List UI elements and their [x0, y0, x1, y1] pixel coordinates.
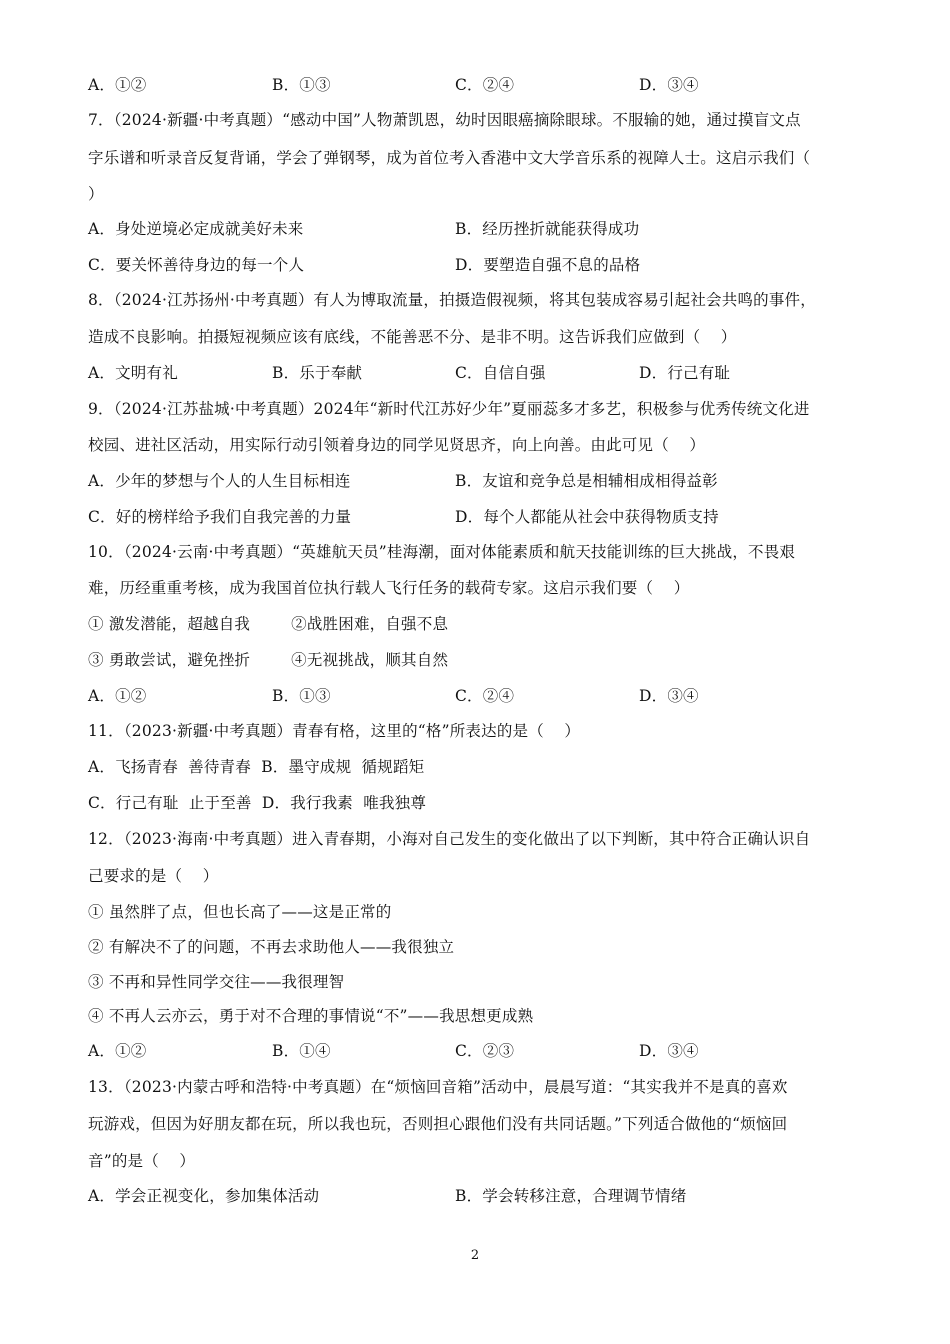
q10-option-a: A．①②: [88, 687, 147, 705]
q10-option-b: B．①③: [272, 687, 331, 705]
q12-item-1: ① 虽然胖了点，但也长高了——这是正常的: [88, 903, 392, 921]
q7-stem-line-3: ）: [88, 185, 104, 203]
q9-option-d: D．每个人都能从社会中获得物质支持: [455, 508, 719, 526]
q12-option-b: B．①④: [272, 1042, 331, 1060]
q6-option-d: D．③④: [639, 76, 699, 94]
q10-item-1-2: ① 激发潜能，超越自我 ②战胜困难，自强不息: [88, 615, 449, 633]
q12-item-2: ② 有解决不了的问题，不再去求助他人——我很独立: [88, 938, 455, 956]
q8-stem-line-2: 造成不良影响。拍摄短视频应该有底线，不能善恶不分、是非不明。这告诉我们应做到（ ）: [88, 328, 737, 346]
q7-option-a: A．身处逆境必定成就美好未来: [88, 220, 304, 238]
q12-item-4: ④ 不再人云亦云，勇于对不合理的事情说“不”——我思想更成熟: [88, 1007, 534, 1025]
q10-option-c: C．②④: [455, 687, 515, 705]
q7-stem-line-1: 7．（2024·新疆·中考真题）“感动中国”人物萧凯恩，幼时因眼癌摘除眼球。不服输的她，通过摸盲文点: [88, 111, 801, 129]
q10-stem-line-2: 难，历经重重考核，成为我国首位执行载人飞行任务的载荷专家。这启示我们要（ ）: [88, 579, 690, 597]
q12-stem-line-2: 己要求的是（ ）: [88, 867, 219, 885]
q13-option-b: B．学会转移注意，合理调节情绪: [455, 1187, 687, 1205]
q9-option-c: C．好的榜样给予我们自我完善的力量: [88, 508, 352, 526]
q11-options-ab: A．飞扬青春 善待青春 B．墨守成规 循规蹈矩: [88, 758, 425, 776]
q12-option-a: A．①②: [88, 1042, 147, 1060]
q12-option-d: D．③④: [639, 1042, 699, 1060]
q6-option-b: B．①③: [272, 76, 331, 94]
q6-option-c: C．②④: [455, 76, 515, 94]
q7-option-c: C．要关怀善待身边的每一个人: [88, 256, 305, 274]
q12-option-c: C．②③: [455, 1042, 515, 1060]
q10-option-d: D．③④: [639, 687, 699, 705]
page-number: 2: [470, 1248, 480, 1263]
q9-stem-line-2: 校园、进社区活动，用实际行动引领着身边的同学见贤思齐，向上向善。由此可见（ ）: [88, 436, 706, 454]
q10-stem-line-1: 10．（2024·云南·中考真题）“英雄航天员”桂海潮，面对体能素质和航天技能训练的巨大挑战，不畏艰: [88, 543, 796, 561]
q13-stem-line-1: 13．（2023·内蒙古呼和浩特·中考真题）在“烦恼回音箱”活动中，晨晨写道：“其实我并不是真的喜欢: [88, 1078, 788, 1096]
q7-option-d: D．要塑造自强不息的品格: [455, 256, 641, 274]
q9-option-a: A．少年的梦想与个人的人生目标相连: [88, 472, 351, 490]
q8-option-b: B．乐于奉献: [272, 364, 363, 382]
q8-option-c: C．自信自强: [455, 364, 546, 382]
q12-stem-line-1: 12．（2023·海南·中考真题）进入青春期，小海对自己发生的变化做出了以下判断，其中符合正确认识自: [88, 830, 811, 848]
q9-option-b: B．友谊和竞争总是相辅相成相得益彰: [455, 472, 718, 490]
q8-option-a: A．文明有礼: [88, 364, 178, 382]
q8-option-d: D．行己有耻: [639, 364, 731, 382]
q11-stem: 11．（2023·新疆·中考真题）青春有格，这里的“格”所表达的是（ ）: [88, 722, 581, 740]
q13-stem-line-3: 音”的是（ ）: [88, 1152, 196, 1170]
q7-option-b: B．经历挫折就能获得成功: [455, 220, 640, 238]
q9-stem-line-1: 9．（2024·江苏盐城·中考真题）2024年“新时代江苏好少年”夏丽蕊多才多艺，积极参与优秀传统文化进: [88, 400, 810, 418]
q11-options-cd: C．行己有耻 止于至善 D．我行我素 唯我独尊: [88, 794, 427, 812]
q12-item-3: ③ 不再和异性同学交往——我很理智: [88, 973, 345, 991]
q7-stem-line-2: 字乐谱和听录音反复背诵，学会了弹钢琴，成为首位考入香港中文大学音乐系的视障人士。这启示我们（: [88, 149, 811, 167]
q10-item-3-4: ③ 勇敢尝试，避免挫折 ④无视挑战，顺其自然: [88, 651, 449, 669]
q6-option-a: A．①②: [88, 76, 147, 94]
q13-option-a: A．学会正视变化，参加集体活动: [88, 1187, 320, 1205]
q13-stem-line-2: 玩游戏，但因为好朋友都在玩，所以我也玩，否则担心跟他们没有共同话题。”下列适合做他的“烦恼回: [88, 1115, 788, 1133]
q8-stem-line-1: 8．（2024·江苏扬州·中考真题）有人为博取流量，拍摄造假视频，将其包装成容易引起社会共鸣的事件，: [88, 291, 816, 309]
